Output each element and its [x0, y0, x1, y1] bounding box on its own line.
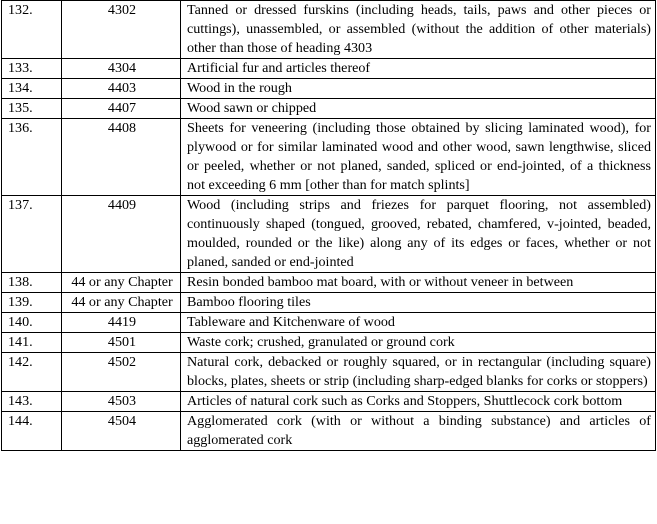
description-cell: Agglomerated cork (with or without a binding substance) and articles of agglomerated cork	[181, 412, 656, 451]
tariff-code-cell: 4419	[62, 313, 181, 333]
table-row	[2, 333, 656, 353]
table-row	[2, 412, 656, 451]
tariff-code-cell: 4409	[62, 196, 181, 273]
table-row	[2, 273, 656, 293]
description-cell: Wood (including strips and friezes for parquet flooring, not assembled) continuously shaped (tongued, grooved, rebated, chamfered, v-jointed, beaded, moulded, rounded or the like) along any of its edges or faces, whether or not planed, sanded or end-jointed	[181, 196, 656, 273]
serial-number-cell: 135.	[2, 99, 62, 119]
table-body	[2, 1, 656, 451]
table-row	[2, 59, 656, 79]
tariff-code-cell: 4502	[62, 353, 181, 392]
table-row	[2, 353, 656, 392]
table-row	[2, 79, 656, 99]
description-cell: Natural cork, debacked or roughly squared, or in rectangular (including square) blocks, plates, sheets or strip (including sharp-edged blanks for corks or stoppers)	[181, 353, 656, 392]
tariff-code-cell: 44 or any Chapter	[62, 293, 181, 313]
tariff-code-cell: 4304	[62, 59, 181, 79]
serial-number-cell: 136.	[2, 119, 62, 196]
tariff-code-cell: 4407	[62, 99, 181, 119]
tariff-code-cell: 4504	[62, 412, 181, 451]
description-cell: Resin bonded bamboo mat board, with or without veneer in between	[181, 273, 656, 293]
serial-number-cell: 142.	[2, 353, 62, 392]
tariff-code-cell: 4503	[62, 392, 181, 412]
description-cell: Articles of natural cork such as Corks and Stoppers, Shuttlecock cork bottom	[181, 392, 656, 412]
serial-number-cell: 139.	[2, 293, 62, 313]
description-cell: Bamboo flooring tiles	[181, 293, 656, 313]
table-row	[2, 1, 656, 59]
serial-number-cell: 137.	[2, 196, 62, 273]
table-row	[2, 313, 656, 333]
description-cell: Sheets for veneering (including those obtained by slicing laminated wood), for plywood or for similar laminated wood and other wood, sawn lengthwise, sliced or peeled, whether or not planed, sanded, spliced or end-jointed, of a thickness not exceeding 6 mm [other than for match splints]	[181, 119, 656, 196]
table-row	[2, 392, 656, 412]
serial-number-cell: 140.	[2, 313, 62, 333]
serial-number-cell: 141.	[2, 333, 62, 353]
table-row	[2, 196, 656, 273]
serial-number-cell: 138.	[2, 273, 62, 293]
tariff-code-cell: 44 or any Chapter	[62, 273, 181, 293]
description-cell: Wood in the rough	[181, 79, 656, 99]
tariff-code-cell: 4501	[62, 333, 181, 353]
serial-number-cell: 134.	[2, 79, 62, 99]
serial-number-cell: 143.	[2, 392, 62, 412]
table-row	[2, 119, 656, 196]
tariff-code-cell: 4403	[62, 79, 181, 99]
description-cell: Wood sawn or chipped	[181, 99, 656, 119]
table-row	[2, 99, 656, 119]
tariff-code-cell: 4408	[62, 119, 181, 196]
tariff-schedule-table	[1, 0, 656, 451]
tariff-code-cell: 4302	[62, 1, 181, 59]
table-row	[2, 293, 656, 313]
serial-number-cell: 144.	[2, 412, 62, 451]
serial-number-cell: 133.	[2, 59, 62, 79]
description-cell: Tableware and Kitchenware of wood	[181, 313, 656, 333]
serial-number-cell: 132.	[2, 1, 62, 59]
description-cell: Tanned or dressed furskins (including heads, tails, paws and other pieces or cuttings), unassembled, or assembled (without the addition of other materials) other than those of heading 4303	[181, 1, 656, 59]
description-cell: Waste cork; crushed, granulated or ground cork	[181, 333, 656, 353]
description-cell: Artificial fur and articles thereof	[181, 59, 656, 79]
